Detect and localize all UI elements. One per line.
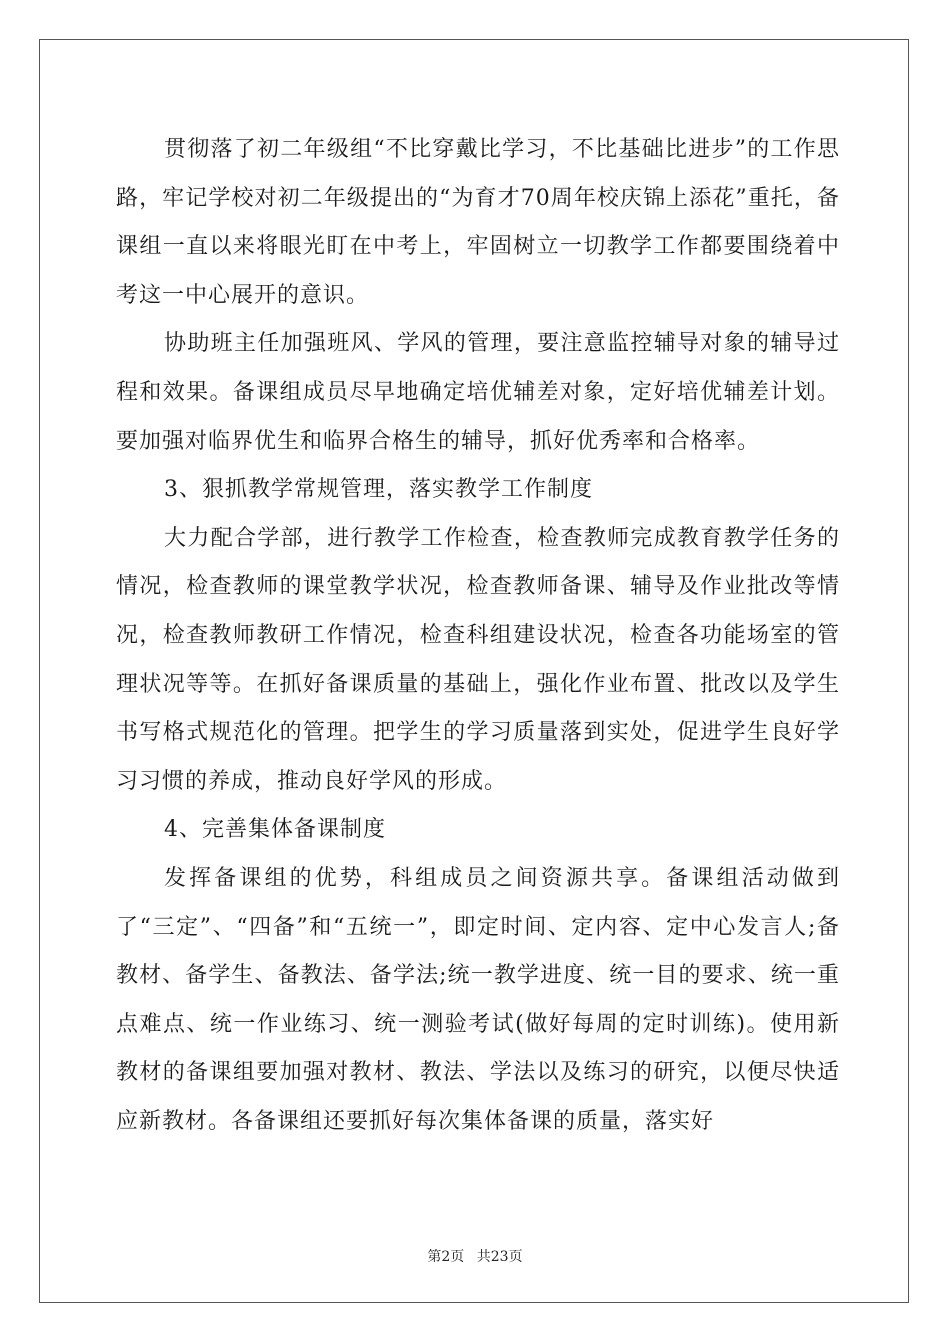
paragraph-work-approach: 贯彻落了初二年级组“不比穿戴比学习，不比基础比进步”的工作思路，牢记学校对初二年级提出的“为育才70周年校庆锦上添花”重托，备课组一直以来将眼光盯在中考上，牢固树立一切教学工作都要围绕着中考这一中心展开的意识。	[116, 137, 840, 308]
section-heading-3: 3、狠抓教学常规管理，落实教学工作制度	[164, 477, 593, 503]
paragraph-collective-lesson-prep: 发挥备课组的优势，科组成员之间资源共享。备课组活动做到了“三定”、“四备”和“五统一”，即定时间、定内容、定中心发言人;备教材、备学生、备教法、备学法;统一教学进度、统一目的要求、统一重点难点、统一作业练习、统一测验考试(做好每周的定时训练)。使用新教材的备课组要加强对教材、教法、学法以及练习的研究，以便尽快适应新教材。各备课组还要抓好每次集体备课的质量，落实好	[116, 865, 840, 1134]
page-footer	[0, 1246, 950, 1266]
page-number: 第2页	[427, 1249, 465, 1265]
paragraph-assist-head-teacher: 协助班主任加强班风、学风的管理，要注意监控辅导对象的辅导过程和效果。备课组成员尽早地确定培优辅差对象，定好培优辅差计划。要加强对临界优生和临界合格生的辅导，抓好优秀率和合格率。	[116, 331, 840, 454]
paragraph-teaching-inspection: 大力配合学部，进行教学工作检查，检查教师完成教育教学任务的情况，检查教师的课堂教学状况，检查教师备课、辅导及作业批改等情况，检查教师教研工作情况，检查科组建设状况，检查各功能场室的管理状况等等。在抓好备课质量的基础上，强化作业布置、批改以及学生书写格式规范化的管理。把学生的学习质量落到实处，促进学生良好学习习惯的养成，推动良好学风的形成。	[116, 525, 840, 794]
document-body	[116, 126, 840, 1146]
section-heading-4: 4、完善集体备课制度	[164, 817, 386, 843]
page-total: 共23页	[476, 1249, 523, 1265]
